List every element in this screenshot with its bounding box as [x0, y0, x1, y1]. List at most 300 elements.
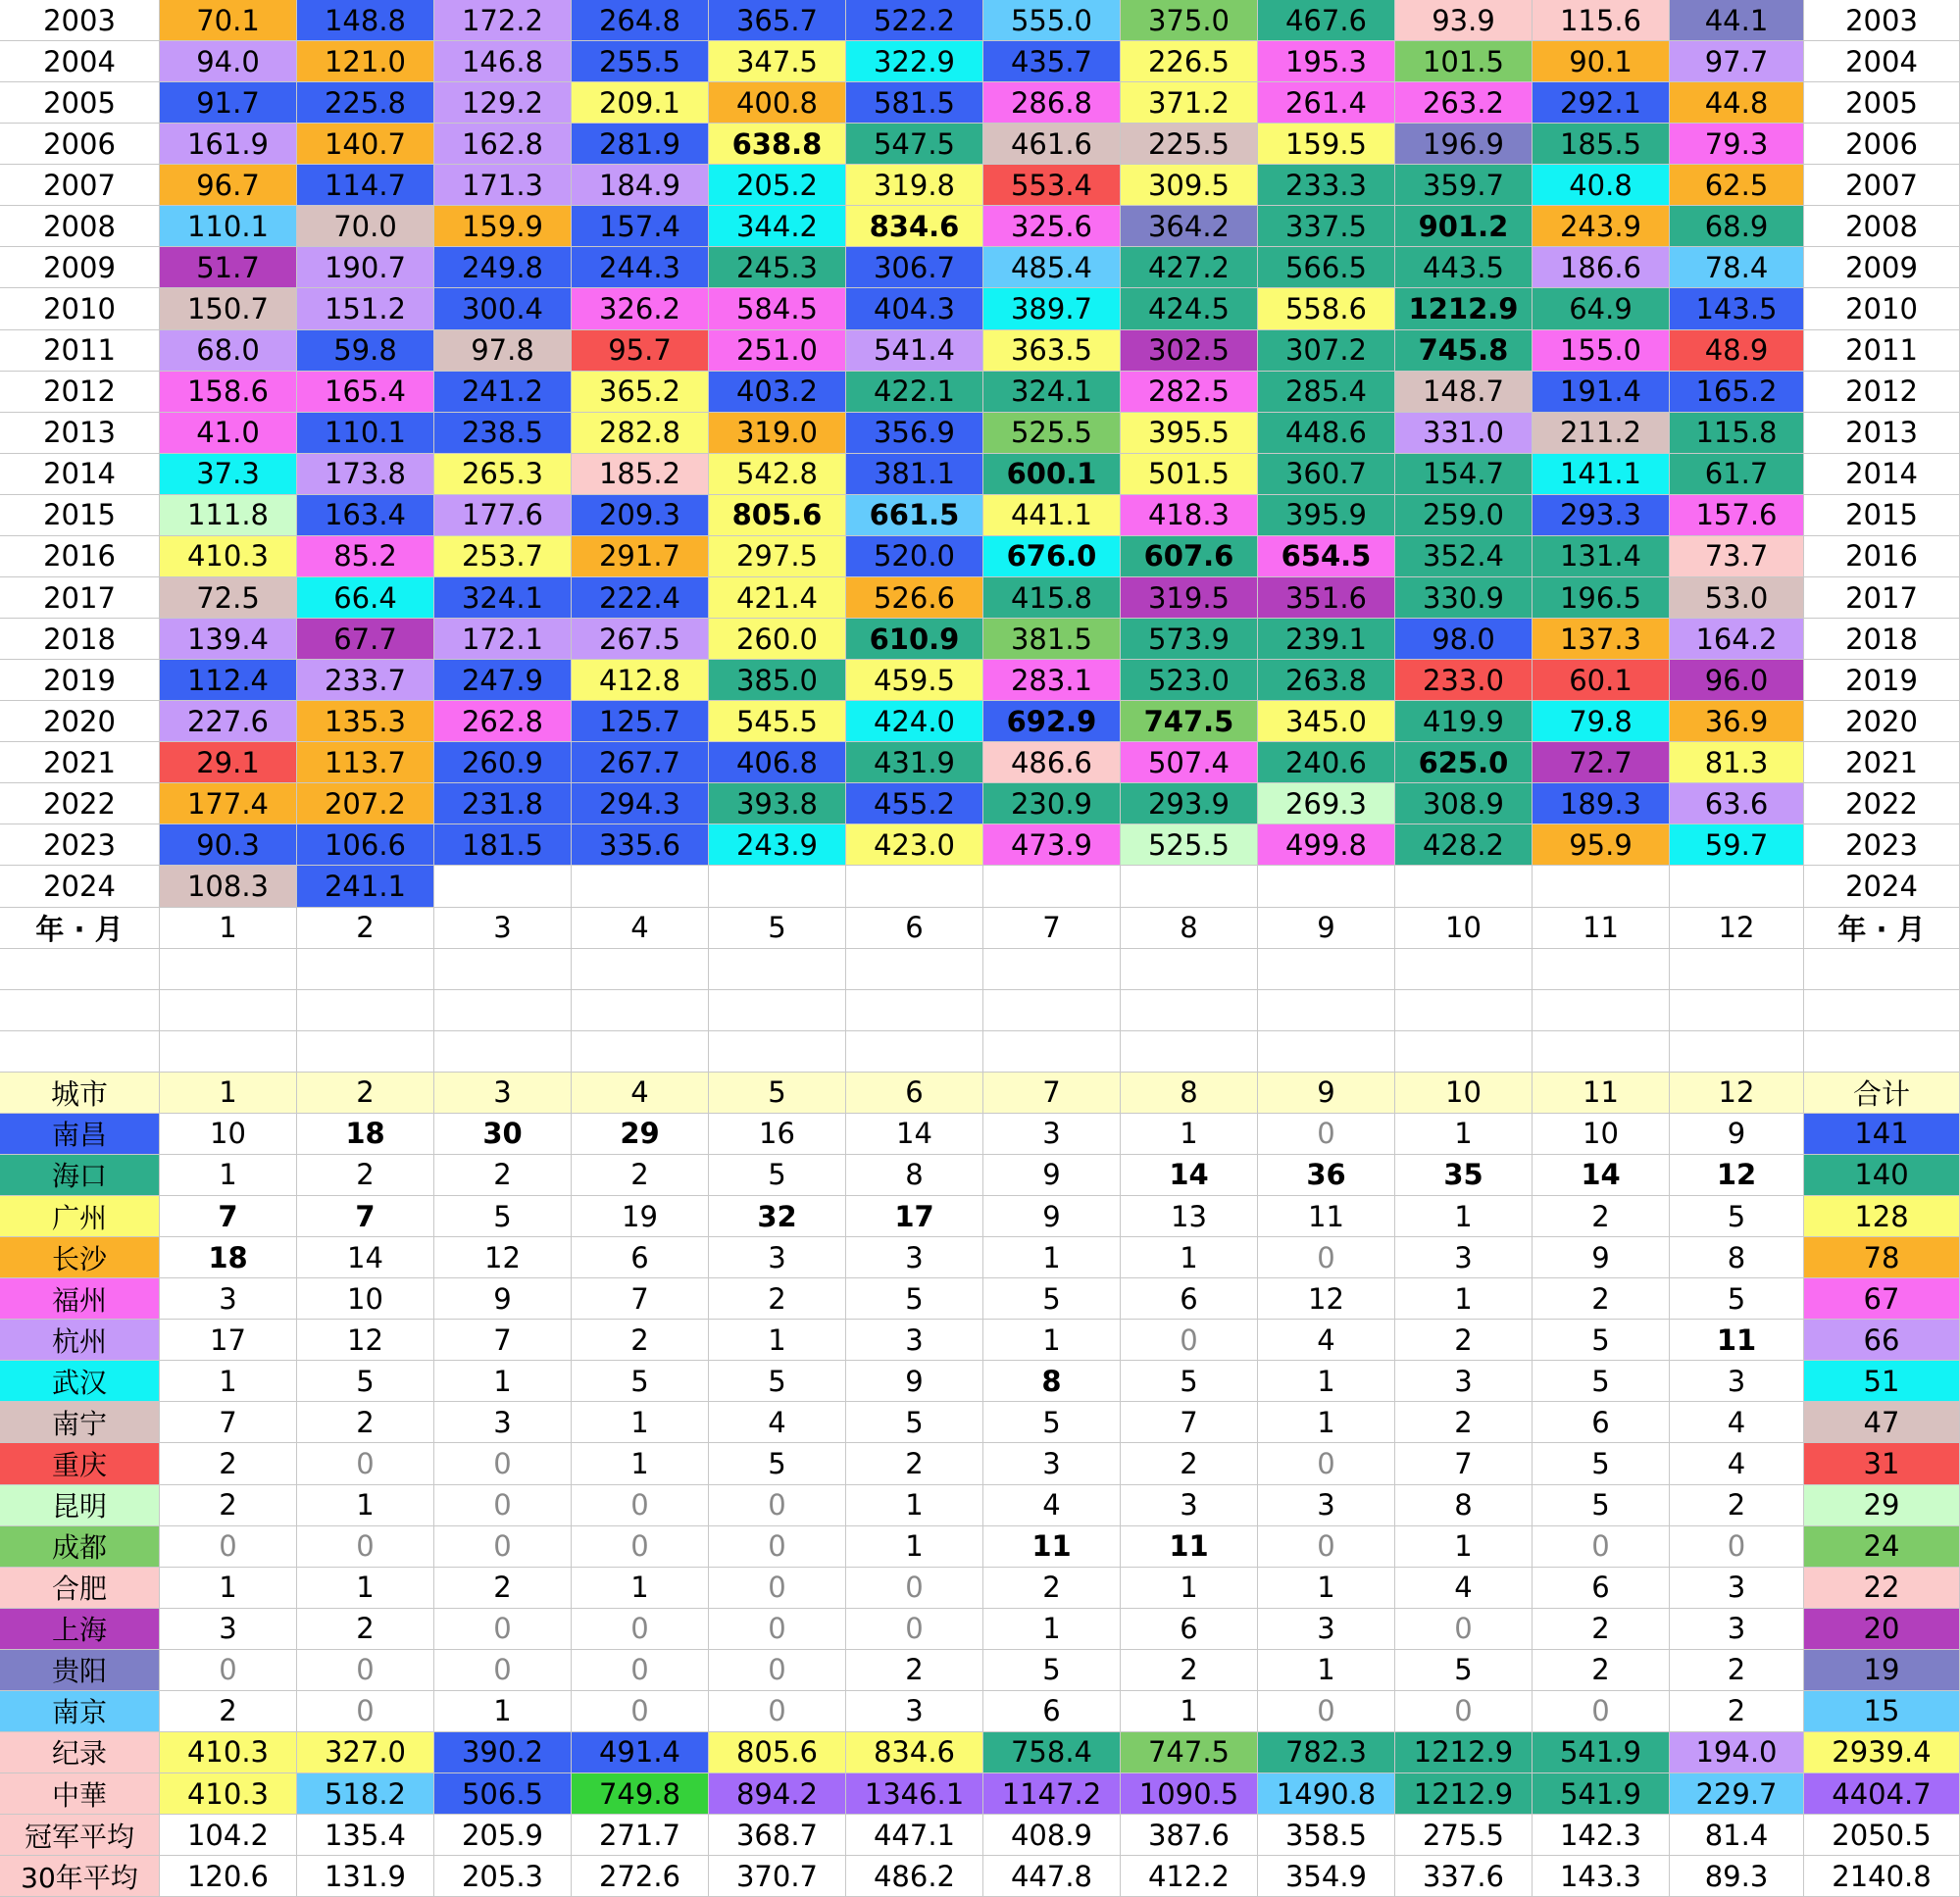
- count-cell[interactable]: 0: [297, 1691, 434, 1732]
- rainfall-cell[interactable]: 97.7: [1670, 41, 1804, 82]
- count-cell[interactable]: 7: [572, 1278, 709, 1320]
- rainfall-cell[interactable]: 73.7: [1670, 536, 1804, 577]
- count-cell[interactable]: 5: [1533, 1485, 1670, 1526]
- count-cell[interactable]: 0: [434, 1609, 572, 1650]
- rainfall-cell[interactable]: 255.5: [572, 41, 709, 82]
- empty-cell[interactable]: [1670, 990, 1804, 1031]
- count-cell[interactable]: 4: [709, 1402, 846, 1443]
- count-cell[interactable]: 5: [434, 1196, 572, 1237]
- count-cell[interactable]: 3: [983, 1114, 1121, 1155]
- empty-cell[interactable]: [297, 1031, 434, 1073]
- count-cell[interactable]: 4: [1395, 1568, 1533, 1609]
- summary-cell[interactable]: 104.2: [160, 1815, 297, 1856]
- summary-cell[interactable]: 1147.2: [983, 1773, 1121, 1815]
- month-header[interactable]: 8: [1121, 1073, 1258, 1114]
- rainfall-cell[interactable]: 381.5: [983, 619, 1121, 660]
- count-cell[interactable]: 0: [709, 1485, 846, 1526]
- empty-cell[interactable]: [1258, 990, 1395, 1031]
- count-cell[interactable]: 9: [983, 1196, 1121, 1237]
- rainfall-cell[interactable]: 747.5: [1121, 701, 1258, 742]
- rainfall-cell[interactable]: 163.4: [297, 495, 434, 536]
- rainfall-cell[interactable]: [1121, 866, 1258, 907]
- rainfall-cell[interactable]: [709, 866, 846, 907]
- rainfall-cell[interactable]: 345.0: [1258, 701, 1395, 742]
- rainfall-cell[interactable]: 233.3: [1258, 165, 1395, 206]
- rainfall-cell[interactable]: 177.4: [160, 783, 297, 824]
- rainfall-cell[interactable]: 36.9: [1670, 701, 1804, 742]
- rainfall-cell[interactable]: 307.2: [1258, 330, 1395, 372]
- summary-cell[interactable]: 894.2: [709, 1773, 846, 1815]
- empty-cell[interactable]: [572, 1031, 709, 1073]
- empty-cell[interactable]: [434, 949, 572, 990]
- count-cell[interactable]: 12: [434, 1237, 572, 1278]
- month-header[interactable]: 12: [1670, 1073, 1804, 1114]
- rainfall-cell[interactable]: 143.5: [1670, 288, 1804, 329]
- rainfall-cell[interactable]: 267.5: [572, 619, 709, 660]
- rainfall-cell[interactable]: 131.4: [1533, 536, 1670, 577]
- count-cell[interactable]: 3: [160, 1278, 297, 1320]
- summary-cell[interactable]: 89.3: [1670, 1856, 1804, 1897]
- count-cell[interactable]: 0: [434, 1650, 572, 1691]
- rainfall-cell[interactable]: 363.5: [983, 330, 1121, 372]
- rainfall-cell[interactable]: 322.9: [846, 41, 983, 82]
- count-cell[interactable]: 2: [1533, 1650, 1670, 1691]
- rainfall-cell[interactable]: 171.3: [434, 165, 572, 206]
- count-cell[interactable]: 3: [1670, 1361, 1804, 1402]
- count-cell[interactable]: 4: [1258, 1320, 1395, 1361]
- count-cell[interactable]: 2: [160, 1691, 297, 1732]
- count-cell[interactable]: 12: [1258, 1278, 1395, 1320]
- count-cell[interactable]: 1: [1395, 1114, 1533, 1155]
- rainfall-cell[interactable]: 423.0: [846, 824, 983, 866]
- rainfall-cell[interactable]: 66.4: [297, 577, 434, 619]
- year-label[interactable]: 2020: [0, 701, 160, 742]
- count-cell[interactable]: 1: [1121, 1114, 1258, 1155]
- count-cell[interactable]: 2: [1395, 1320, 1533, 1361]
- rainfall-cell[interactable]: 225.8: [297, 82, 434, 124]
- rainfall-cell[interactable]: [1533, 866, 1670, 907]
- summary-total[interactable]: 2140.8: [1804, 1856, 1960, 1897]
- rainfall-cell[interactable]: 157.4: [572, 206, 709, 247]
- rainfall-cell[interactable]: 395.9: [1258, 495, 1395, 536]
- month-header[interactable]: 11: [1533, 1073, 1670, 1114]
- count-cell[interactable]: 2: [572, 1155, 709, 1196]
- year-label-right[interactable]: 2009: [1804, 247, 1960, 288]
- rainfall-cell[interactable]: 29.1: [160, 742, 297, 783]
- rainfall-cell[interactable]: 72.7: [1533, 742, 1670, 783]
- month-column-label[interactable]: 9: [1258, 908, 1395, 949]
- count-cell[interactable]: 5: [983, 1402, 1121, 1443]
- rainfall-cell[interactable]: 525.5: [1121, 824, 1258, 866]
- month-header[interactable]: 7: [983, 1073, 1121, 1114]
- rainfall-cell[interactable]: 53.0: [1670, 577, 1804, 619]
- rainfall-cell[interactable]: 375.0: [1121, 0, 1258, 41]
- count-cell[interactable]: 11: [1121, 1526, 1258, 1568]
- count-cell[interactable]: 5: [1533, 1361, 1670, 1402]
- rainfall-cell[interactable]: 901.2: [1395, 206, 1533, 247]
- summary-cell[interactable]: 131.9: [297, 1856, 434, 1897]
- rainfall-cell[interactable]: 146.8: [434, 41, 572, 82]
- year-label-right[interactable]: 2024: [1804, 866, 1960, 907]
- empty-cell[interactable]: [983, 1031, 1121, 1073]
- rainfall-cell[interactable]: 259.0: [1395, 495, 1533, 536]
- rainfall-cell[interactable]: 195.3: [1258, 41, 1395, 82]
- rainfall-cell[interactable]: 177.6: [434, 495, 572, 536]
- city-total[interactable]: 20: [1804, 1609, 1960, 1650]
- summary-label[interactable]: 冠军平均: [0, 1815, 160, 1856]
- summary-label[interactable]: 纪录: [0, 1732, 160, 1773]
- rainfall-cell[interactable]: 263.2: [1395, 82, 1533, 124]
- count-cell[interactable]: 1: [1121, 1691, 1258, 1732]
- rainfall-cell[interactable]: 245.3: [709, 247, 846, 288]
- rainfall-cell[interactable]: 441.1: [983, 495, 1121, 536]
- count-cell[interactable]: 3: [846, 1237, 983, 1278]
- count-cell[interactable]: 6: [1121, 1278, 1258, 1320]
- rainfall-cell[interactable]: 157.6: [1670, 495, 1804, 536]
- count-cell[interactable]: 2: [297, 1402, 434, 1443]
- rainfall-cell[interactable]: 70.0: [297, 206, 434, 247]
- rainfall-cell[interactable]: 365.2: [572, 372, 709, 413]
- rainfall-cell[interactable]: 125.7: [572, 701, 709, 742]
- count-cell[interactable]: 7: [297, 1196, 434, 1237]
- rainfall-cell[interactable]: 140.7: [297, 124, 434, 165]
- rainfall-cell[interactable]: 282.8: [572, 413, 709, 454]
- count-cell[interactable]: 6: [1121, 1609, 1258, 1650]
- rainfall-cell[interactable]: 111.8: [160, 495, 297, 536]
- year-label[interactable]: 2017: [0, 577, 160, 619]
- rainfall-cell[interactable]: 319.5: [1121, 577, 1258, 619]
- rainfall-cell[interactable]: 85.2: [297, 536, 434, 577]
- count-cell[interactable]: 2: [160, 1443, 297, 1484]
- count-cell[interactable]: 18: [160, 1237, 297, 1278]
- rainfall-cell[interactable]: 159.5: [1258, 124, 1395, 165]
- rainfall-cell[interactable]: [572, 866, 709, 907]
- count-cell[interactable]: 0: [572, 1485, 709, 1526]
- rainfall-cell[interactable]: 150.7: [160, 288, 297, 329]
- count-cell[interactable]: 12: [1670, 1155, 1804, 1196]
- count-cell[interactable]: 0: [1670, 1526, 1804, 1568]
- rainfall-cell[interactable]: 165.4: [297, 372, 434, 413]
- count-cell[interactable]: 2: [1121, 1443, 1258, 1484]
- rainfall-cell[interactable]: 581.5: [846, 82, 983, 124]
- count-cell[interactable]: 1: [983, 1609, 1121, 1650]
- count-cell[interactable]: 7: [1121, 1402, 1258, 1443]
- count-cell[interactable]: 0: [1258, 1526, 1395, 1568]
- rainfall-cell[interactable]: 137.3: [1533, 619, 1670, 660]
- rainfall-cell[interactable]: 251.0: [709, 330, 846, 372]
- count-cell[interactable]: 11: [1670, 1320, 1804, 1361]
- city-label[interactable]: 贵阳: [0, 1650, 160, 1691]
- rainfall-cell[interactable]: 745.8: [1395, 330, 1533, 372]
- year-label-right[interactable]: 2006: [1804, 124, 1960, 165]
- rainfall-cell[interactable]: 108.3: [160, 866, 297, 907]
- count-cell[interactable]: 6: [983, 1691, 1121, 1732]
- rainfall-cell[interactable]: 110.1: [160, 206, 297, 247]
- rainfall-cell[interactable]: 98.0: [1395, 619, 1533, 660]
- empty-cell[interactable]: [572, 949, 709, 990]
- rainfall-cell[interactable]: 309.5: [1121, 165, 1258, 206]
- rainfall-cell[interactable]: 1212.9: [1395, 288, 1533, 329]
- summary-cell[interactable]: 337.6: [1395, 1856, 1533, 1897]
- empty-cell[interactable]: [1533, 1031, 1670, 1073]
- rainfall-cell[interactable]: 161.9: [160, 124, 297, 165]
- count-cell[interactable]: 11: [1258, 1196, 1395, 1237]
- rainfall-cell[interactable]: 400.8: [709, 82, 846, 124]
- rainfall-cell[interactable]: 106.6: [297, 824, 434, 866]
- year-label[interactable]: 2015: [0, 495, 160, 536]
- rainfall-cell[interactable]: 654.5: [1258, 536, 1395, 577]
- rainfall-cell[interactable]: 185.2: [572, 454, 709, 495]
- month-column-label[interactable]: 4: [572, 908, 709, 949]
- empty-cell[interactable]: [709, 990, 846, 1031]
- year-label-right[interactable]: 2010: [1804, 288, 1960, 329]
- summary-cell[interactable]: 758.4: [983, 1732, 1121, 1773]
- summary-cell[interactable]: 358.5: [1258, 1815, 1395, 1856]
- rainfall-cell[interactable]: 485.4: [983, 247, 1121, 288]
- city-total[interactable]: 47: [1804, 1402, 1960, 1443]
- rainfall-cell[interactable]: 415.8: [983, 577, 1121, 619]
- summary-label[interactable]: 中華: [0, 1773, 160, 1815]
- summary-cell[interactable]: 1346.1: [846, 1773, 983, 1815]
- rainfall-cell[interactable]: 244.3: [572, 247, 709, 288]
- rainfall-cell[interactable]: [1395, 866, 1533, 907]
- count-cell[interactable]: 1: [572, 1568, 709, 1609]
- count-cell[interactable]: 3: [846, 1691, 983, 1732]
- empty-cell[interactable]: [709, 949, 846, 990]
- rainfall-cell[interactable]: 226.5: [1121, 41, 1258, 82]
- rainfall-cell[interactable]: 155.0: [1533, 330, 1670, 372]
- rainfall-cell[interactable]: 113.7: [297, 742, 434, 783]
- year-label[interactable]: 2018: [0, 619, 160, 660]
- year-label-right[interactable]: 2014: [1804, 454, 1960, 495]
- count-cell[interactable]: 3: [709, 1237, 846, 1278]
- summary-cell[interactable]: 390.2: [434, 1732, 572, 1773]
- rainfall-cell[interactable]: 607.6: [1121, 536, 1258, 577]
- rainfall-cell[interactable]: 164.2: [1670, 619, 1804, 660]
- year-label[interactable]: 2019: [0, 660, 160, 701]
- month-header[interactable]: 1: [160, 1073, 297, 1114]
- rainfall-cell[interactable]: 233.7: [297, 660, 434, 701]
- city-total[interactable]: 29: [1804, 1485, 1960, 1526]
- rainfall-cell[interactable]: 185.5: [1533, 124, 1670, 165]
- summary-cell[interactable]: 410.3: [160, 1773, 297, 1815]
- count-cell[interactable]: 16: [709, 1114, 846, 1155]
- city-label[interactable]: 成都: [0, 1526, 160, 1568]
- count-cell[interactable]: 2: [1670, 1485, 1804, 1526]
- city-total[interactable]: 128: [1804, 1196, 1960, 1237]
- rainfall-cell[interactable]: 461.6: [983, 124, 1121, 165]
- summary-total[interactable]: 2939.4: [1804, 1732, 1960, 1773]
- count-cell[interactable]: 2: [1670, 1650, 1804, 1691]
- rainfall-cell[interactable]: 393.8: [709, 783, 846, 824]
- count-cell[interactable]: 17: [846, 1196, 983, 1237]
- empty-cell[interactable]: [434, 990, 572, 1031]
- summary-cell[interactable]: 120.6: [160, 1856, 297, 1897]
- city-total[interactable]: 78: [1804, 1237, 1960, 1278]
- month-column-label[interactable]: 1: [160, 908, 297, 949]
- rainfall-cell[interactable]: 247.9: [434, 660, 572, 701]
- count-cell[interactable]: 5: [1121, 1361, 1258, 1402]
- count-cell[interactable]: 1: [297, 1568, 434, 1609]
- count-cell[interactable]: 12: [297, 1320, 434, 1361]
- rainfall-cell[interactable]: 306.7: [846, 247, 983, 288]
- count-cell[interactable]: 9: [1670, 1114, 1804, 1155]
- empty-cell[interactable]: [1121, 1031, 1258, 1073]
- summary-cell[interactable]: 447.8: [983, 1856, 1121, 1897]
- count-cell[interactable]: 2: [297, 1609, 434, 1650]
- count-cell[interactable]: 8: [983, 1361, 1121, 1402]
- rainfall-cell[interactable]: 51.7: [160, 247, 297, 288]
- rainfall-cell[interactable]: 238.5: [434, 413, 572, 454]
- count-cell[interactable]: 1: [572, 1402, 709, 1443]
- rainfall-cell[interactable]: 526.6: [846, 577, 983, 619]
- count-cell[interactable]: 10: [297, 1278, 434, 1320]
- count-cell[interactable]: 0: [434, 1485, 572, 1526]
- rainfall-cell[interactable]: 319.8: [846, 165, 983, 206]
- count-cell[interactable]: 0: [846, 1568, 983, 1609]
- count-cell[interactable]: 5: [1395, 1650, 1533, 1691]
- count-cell[interactable]: 0: [709, 1526, 846, 1568]
- rainfall-cell[interactable]: 625.0: [1395, 742, 1533, 783]
- rainfall-cell[interactable]: 424.5: [1121, 288, 1258, 329]
- rainfall-cell[interactable]: 692.9: [983, 701, 1121, 742]
- rainfall-cell[interactable]: 520.0: [846, 536, 983, 577]
- count-cell[interactable]: 0: [709, 1609, 846, 1650]
- count-cell[interactable]: 1: [1395, 1278, 1533, 1320]
- summary-cell[interactable]: 518.2: [297, 1773, 434, 1815]
- count-cell[interactable]: 0: [1258, 1114, 1395, 1155]
- rainfall-cell[interactable]: 114.7: [297, 165, 434, 206]
- count-cell[interactable]: 5: [297, 1361, 434, 1402]
- count-cell[interactable]: 2: [709, 1278, 846, 1320]
- count-cell[interactable]: 32: [709, 1196, 846, 1237]
- count-cell[interactable]: 2: [160, 1485, 297, 1526]
- count-cell[interactable]: 1: [572, 1443, 709, 1484]
- empty-cell[interactable]: [709, 1031, 846, 1073]
- rainfall-cell[interactable]: 404.3: [846, 288, 983, 329]
- rainfall-cell[interactable]: 553.4: [983, 165, 1121, 206]
- count-cell[interactable]: 1: [983, 1320, 1121, 1361]
- rainfall-cell[interactable]: 253.7: [434, 536, 572, 577]
- rainfall-cell[interactable]: 121.0: [297, 41, 434, 82]
- count-cell[interactable]: 8: [846, 1155, 983, 1196]
- empty-cell[interactable]: [1804, 949, 1960, 990]
- year-label-right[interactable]: 2013: [1804, 413, 1960, 454]
- rainfall-cell[interactable]: 239.1: [1258, 619, 1395, 660]
- rainfall-cell[interactable]: 302.5: [1121, 330, 1258, 372]
- count-cell[interactable]: 5: [709, 1361, 846, 1402]
- rainfall-cell[interactable]: 96.0: [1670, 660, 1804, 701]
- summary-cell[interactable]: 541.9: [1533, 1773, 1670, 1815]
- rainfall-cell[interactable]: 62.5: [1670, 165, 1804, 206]
- count-cell[interactable]: 0: [1395, 1609, 1533, 1650]
- year-label[interactable]: 2009: [0, 247, 160, 288]
- rainfall-cell[interactable]: 293.9: [1121, 783, 1258, 824]
- year-label[interactable]: 2006: [0, 124, 160, 165]
- rainfall-cell[interactable]: 547.5: [846, 124, 983, 165]
- summary-cell[interactable]: 408.9: [983, 1815, 1121, 1856]
- count-cell[interactable]: 0: [1258, 1237, 1395, 1278]
- rainfall-cell[interactable]: 60.1: [1533, 660, 1670, 701]
- count-cell[interactable]: 0: [1395, 1691, 1533, 1732]
- rainfall-cell[interactable]: 326.2: [572, 288, 709, 329]
- rainfall-cell[interactable]: 67.7: [297, 619, 434, 660]
- rainfall-cell[interactable]: 148.8: [297, 0, 434, 41]
- rainfall-cell[interactable]: 260.9: [434, 742, 572, 783]
- rainfall-cell[interactable]: 269.3: [1258, 783, 1395, 824]
- empty-cell[interactable]: [846, 990, 983, 1031]
- empty-cell[interactable]: [0, 1031, 160, 1073]
- count-cell[interactable]: 3: [1258, 1609, 1395, 1650]
- summary-cell[interactable]: 370.7: [709, 1856, 846, 1897]
- summary-cell[interactable]: 410.3: [160, 1732, 297, 1773]
- count-cell[interactable]: 5: [983, 1650, 1121, 1691]
- rainfall-cell[interactable]: 172.2: [434, 0, 572, 41]
- rainfall-cell[interactable]: 522.2: [846, 0, 983, 41]
- count-cell[interactable]: 1: [1258, 1568, 1395, 1609]
- rainfall-cell[interactable]: 61.7: [1670, 454, 1804, 495]
- empty-cell[interactable]: [1804, 990, 1960, 1031]
- rainfall-cell[interactable]: 262.8: [434, 701, 572, 742]
- count-cell[interactable]: 1: [983, 1237, 1121, 1278]
- year-label-right[interactable]: 2011: [1804, 330, 1960, 372]
- month-column-label[interactable]: 7: [983, 908, 1121, 949]
- summary-total[interactable]: 2050.5: [1804, 1815, 1960, 1856]
- rainfall-cell[interactable]: 101.5: [1395, 41, 1533, 82]
- rainfall-cell[interactable]: 525.5: [983, 413, 1121, 454]
- rainfall-cell[interactable]: 70.1: [160, 0, 297, 41]
- count-cell[interactable]: 7: [1395, 1443, 1533, 1484]
- rainfall-cell[interactable]: 231.8: [434, 783, 572, 824]
- count-cell[interactable]: 0: [1533, 1691, 1670, 1732]
- rainfall-cell[interactable]: 222.4: [572, 577, 709, 619]
- empty-cell[interactable]: [1533, 990, 1670, 1031]
- rainfall-cell[interactable]: 267.7: [572, 742, 709, 783]
- rainfall-cell[interactable]: 325.6: [983, 206, 1121, 247]
- month-header[interactable]: 10: [1395, 1073, 1533, 1114]
- rainfall-cell[interactable]: 359.7: [1395, 165, 1533, 206]
- empty-cell[interactable]: [983, 990, 1121, 1031]
- count-cell[interactable]: 14: [1121, 1155, 1258, 1196]
- rainfall-cell[interactable]: 93.9: [1395, 0, 1533, 41]
- count-cell[interactable]: 2: [846, 1650, 983, 1691]
- year-label-right[interactable]: 2004: [1804, 41, 1960, 82]
- count-cell[interactable]: 3: [846, 1320, 983, 1361]
- rainfall-cell[interactable]: 308.9: [1395, 783, 1533, 824]
- summary-cell[interactable]: 229.7: [1670, 1773, 1804, 1815]
- rainfall-cell[interactable]: 448.6: [1258, 413, 1395, 454]
- rainfall-cell[interactable]: 422.1: [846, 372, 983, 413]
- year-month-label-right[interactable]: 年 · 月: [1804, 908, 1960, 949]
- rainfall-cell[interactable]: 129.2: [434, 82, 572, 124]
- summary-total[interactable]: 4404.7: [1804, 1773, 1960, 1815]
- rainfall-cell[interactable]: [983, 866, 1121, 907]
- city-label[interactable]: 昆明: [0, 1485, 160, 1526]
- rainfall-cell[interactable]: 431.9: [846, 742, 983, 783]
- rainfall-cell[interactable]: 356.9: [846, 413, 983, 454]
- rainfall-cell[interactable]: 186.6: [1533, 247, 1670, 288]
- empty-cell[interactable]: [1533, 949, 1670, 990]
- count-cell[interactable]: 3: [1670, 1609, 1804, 1650]
- count-cell[interactable]: 29: [572, 1114, 709, 1155]
- city-label[interactable]: 南宁: [0, 1402, 160, 1443]
- city-label[interactable]: 长沙: [0, 1237, 160, 1278]
- rainfall-cell[interactable]: 467.6: [1258, 0, 1395, 41]
- year-label-right[interactable]: 2012: [1804, 372, 1960, 413]
- city-total[interactable]: 19: [1804, 1650, 1960, 1691]
- rainfall-cell[interactable]: 207.2: [297, 783, 434, 824]
- rainfall-cell[interactable]: 294.3: [572, 783, 709, 824]
